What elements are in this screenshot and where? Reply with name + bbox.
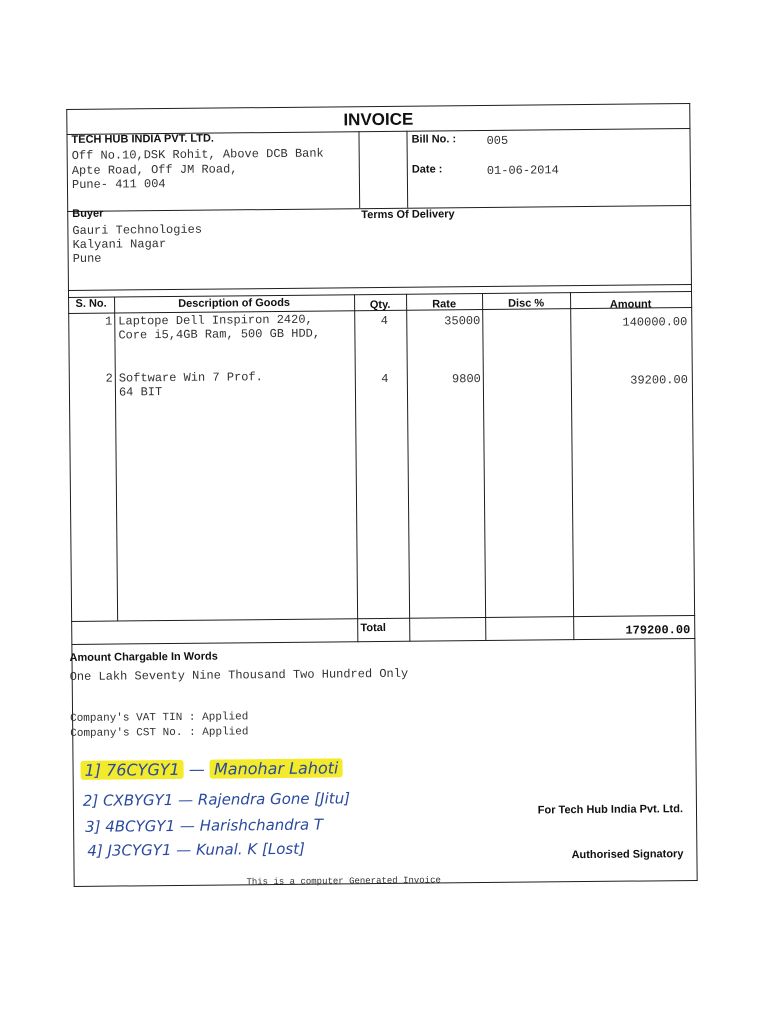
authorised-signatory-label: Authorised Signatory <box>571 848 684 862</box>
buyer-label: Buyer <box>72 207 104 220</box>
footer-note: This is a computer Generated Invoice <box>246 875 441 888</box>
cst-no-line: Company's CST No. : Applied <box>70 726 249 740</box>
handwritten-note-3-name: Harishchandra T <box>199 815 324 835</box>
col-header-description: Description of Goods <box>178 296 291 310</box>
handwritten-note-3-sep: — <box>179 816 200 835</box>
company-address-line-1: Off No.10,DSK Rohit, Above DCB Bank <box>71 146 324 163</box>
handwritten-note-2-sep: — <box>178 790 198 809</box>
handwritten-note-4-code: 4] J3CYGY1 <box>87 841 172 860</box>
col-header-sno: S. No. <box>75 297 107 310</box>
amount-in-words-label: Amount Chargable In Words <box>69 650 218 664</box>
company-address-line-3: Pune- 411 004 <box>71 177 166 192</box>
handwritten-note-4-name: Kunal. K [Lost] <box>195 839 305 859</box>
handwritten-note-1-sep: — <box>188 759 211 779</box>
buyer-bottom <box>68 284 692 291</box>
row-1-sno: 1 <box>105 314 113 329</box>
amount-in-words-value: One Lakh Seventy Nine Thousand Two Hundred Only <box>69 666 409 684</box>
col-header-qty: Qty. <box>369 298 391 312</box>
header-divider-2 <box>406 131 408 208</box>
buyer-name: Gauri Technologies <box>72 222 203 238</box>
row-1-amount: 140000.00 <box>622 315 688 330</box>
total-amount: 179200.00 <box>625 623 691 638</box>
col-divider-sno <box>114 297 118 621</box>
bill-no-label: Bill No. : <box>411 133 457 146</box>
col-header-rate: Rate <box>432 298 457 311</box>
handwritten-note-1-code: 1] 76CYGY1 <box>80 760 183 780</box>
row-1-qty: 4 <box>380 313 388 328</box>
row-2-qty: 4 <box>381 371 389 386</box>
handwritten-note-1 <box>80 758 342 780</box>
col-divider-qty <box>406 294 410 642</box>
row-2-rate: 9800 <box>451 372 481 387</box>
handwritten-note-4 <box>87 840 305 860</box>
company-name: TECH HUB INDIA PVT. LTD. <box>71 132 214 146</box>
total-row-bottom <box>71 638 695 645</box>
header-divider-1 <box>358 131 360 208</box>
row-2-amount: 39200.00 <box>630 373 688 388</box>
handwritten-note-3 <box>85 816 323 836</box>
col-header-disc: Disc % <box>508 297 545 310</box>
total-row-top <box>71 615 695 622</box>
col-divider-disc <box>570 292 574 640</box>
frame-right <box>689 103 697 881</box>
vat-tin-line: Company's VAT TIN : Applied <box>70 711 249 725</box>
handwritten-note-2-name: Rajendra Gone [Jitu] <box>197 789 351 809</box>
row-1-description-line-2: Core i5,4GB Ram, 500 GB HDD, <box>118 326 321 343</box>
invoice-title: INVOICE <box>343 109 414 130</box>
bill-no-value: 005 <box>486 133 509 148</box>
handwritten-note-1-name: Manohar Lahoti <box>210 758 343 778</box>
col-divider-desc <box>354 294 358 642</box>
buyer-area: Kalyani Nagar <box>72 237 167 252</box>
handwritten-note-4-sep: — <box>176 840 197 859</box>
row-2-sno: 2 <box>105 371 113 386</box>
total-label: Total <box>360 621 387 635</box>
handwritten-note-2-code: 2] CXBYGY1 <box>82 790 174 810</box>
handwritten-note-2 <box>83 789 350 810</box>
date-value: 01-06-2014 <box>486 163 559 178</box>
row-2-description-line-2: 64 BIT <box>118 385 163 400</box>
handwritten-note-3-code: 3] 4BCYGY1 <box>85 816 176 836</box>
row-1-description-line-1: Laptope Dell Inspiron 2420, <box>118 312 313 329</box>
row-1-rate: 35000 <box>444 314 481 329</box>
table-top <box>68 291 692 298</box>
col-header-amount: Amount <box>609 298 652 311</box>
company-address-line-2: Apte Road, Off JM Road, <box>71 162 238 178</box>
for-company-label: For Tech Hub India Pvt. Ltd. <box>537 803 684 817</box>
buyer-city: Pune <box>72 251 102 266</box>
date-label: Date : <box>411 163 443 176</box>
col-divider-rate <box>482 293 486 641</box>
terms-of-delivery-label: Terms Of Delivery <box>361 208 455 222</box>
row-2-description-line-1: Software Win 7 Prof. <box>118 370 263 386</box>
